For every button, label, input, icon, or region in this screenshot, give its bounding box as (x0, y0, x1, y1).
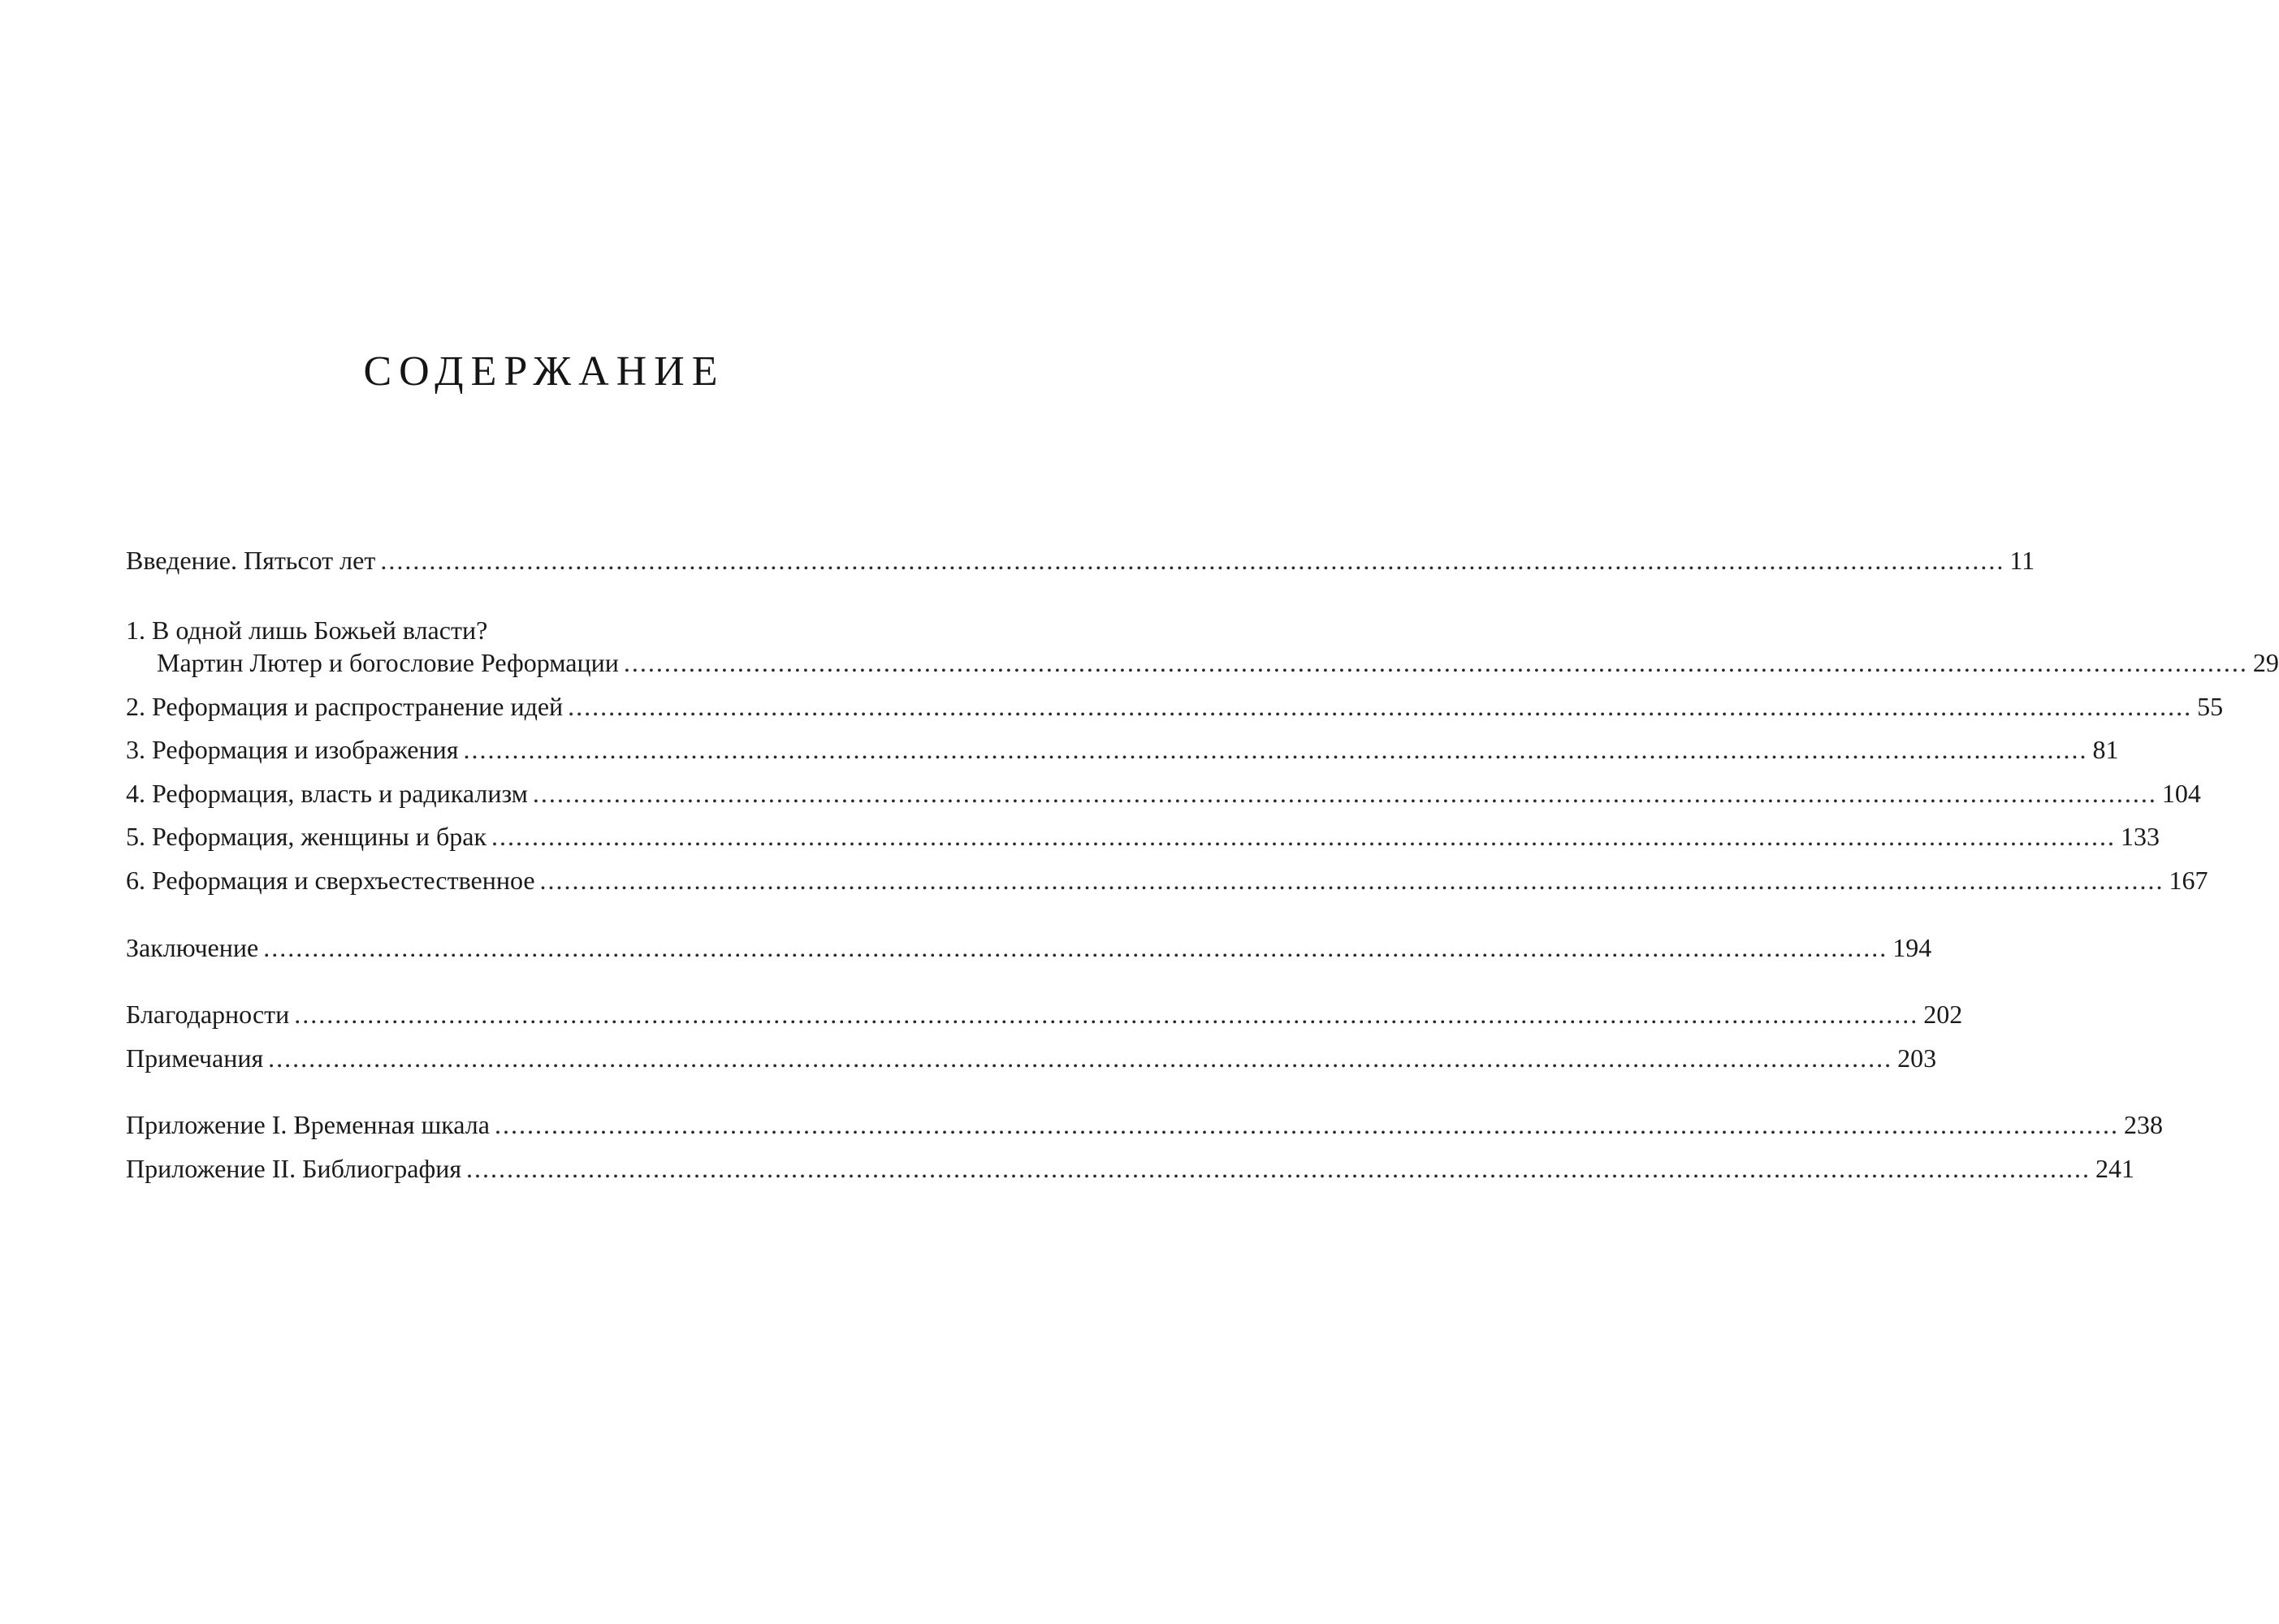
toc-entry-page: 81 (2092, 735, 2119, 764)
toc-entry-page: 203 (1897, 1043, 1937, 1073)
page-title: СОДЕРЖАНИЕ (363, 348, 725, 395)
toc-entry-page: 104 (2161, 779, 2201, 808)
dot-leader: ........................................................................................................................................................................................................ (494, 1110, 2119, 1139)
dot-leader: ........................................................................................................................................................................................................ (268, 1043, 1893, 1073)
toc-entry-introduction[interactable] (126, 544, 2035, 577)
dot-leader: ........................................................................................................................................................................................................ (466, 1154, 2091, 1183)
toc-entry-appendix-2[interactable] (126, 1152, 2135, 1185)
dot-leader: ........................................................................................................................................................................................................ (263, 933, 1888, 962)
toc-entry-notes[interactable] (126, 1042, 1937, 1074)
dot-leader: ........................................................................................................................................................................................................ (380, 546, 2005, 575)
toc-entry-title: Благодарности (126, 1000, 290, 1029)
toc-entry-page: 202 (1923, 1000, 1963, 1029)
toc-entry-title: Приложение I. Временная шкала (126, 1110, 490, 1139)
toc-entry-chapter-4[interactable] (126, 777, 2201, 810)
toc-entry-title: Заключение (126, 933, 259, 962)
toc-entry-page: 29 (2252, 648, 2279, 677)
toc-entry-page: 167 (2169, 866, 2208, 895)
toc-entry-title: Приложение II. Библиография (126, 1154, 462, 1183)
toc-entry-page: 194 (1892, 933, 1932, 962)
toc-entry-chapter-2[interactable] (126, 690, 2224, 723)
toc-entry-chapter-6[interactable] (126, 864, 2208, 896)
toc-entry-page: 241 (2095, 1154, 2135, 1183)
dot-leader: ........................................................................................................................................................................................................ (532, 779, 2157, 808)
dot-leader: ........................................................................................................................................................................................................ (463, 735, 2088, 764)
toc-entry-chapter-1-first-line[interactable]: 1. В одной лишь Божьей власти? (126, 615, 488, 645)
toc-entry-conclusion[interactable] (126, 931, 1932, 964)
toc-entry-page: 55 (2197, 692, 2224, 721)
toc-entry-page: 11 (2009, 546, 2035, 575)
dot-leader: ........................................................................................................................................................................................................ (568, 692, 2193, 721)
toc-entry-page: 133 (2120, 822, 2160, 851)
toc-entry-title: Мартин Лютер и богословие Реформации (157, 648, 619, 677)
toc-entry-acknowledgements[interactable] (126, 998, 1963, 1030)
toc-entry-chapter-5[interactable] (126, 820, 2160, 853)
dot-leader: ........................................................................................................................................................................................................ (539, 866, 2164, 895)
toc-entry-chapter-1[interactable] (126, 646, 2279, 679)
dot-leader: ........................................................................................................................................................................................................ (491, 822, 2116, 851)
toc-entry-title: 3. Реформация и изображения (126, 735, 459, 764)
toc-entry-title: 2. Реформация и распространение идей (126, 692, 564, 721)
toc-entry-appendix-1[interactable] (126, 1108, 2163, 1141)
toc-entry-title: Введение. Пятьсот лет (126, 546, 376, 575)
toc-entry-chapter-3[interactable] (126, 733, 2119, 766)
dot-leader: ........................................................................................................................................................................................................ (294, 1000, 1919, 1029)
toc-entry-title: 5. Реформация, женщины и брак (126, 822, 487, 851)
toc-entry-title: 4. Реформация, власть и радикализм (126, 779, 528, 808)
toc-entry-title: 6. Реформация и сверхъестественное (126, 866, 535, 895)
toc-entry-page: 238 (2123, 1110, 2163, 1139)
dot-leader: ........................................................................................................................................................................................................ (623, 648, 2248, 677)
toc-entry-title: Примечания (126, 1043, 264, 1073)
